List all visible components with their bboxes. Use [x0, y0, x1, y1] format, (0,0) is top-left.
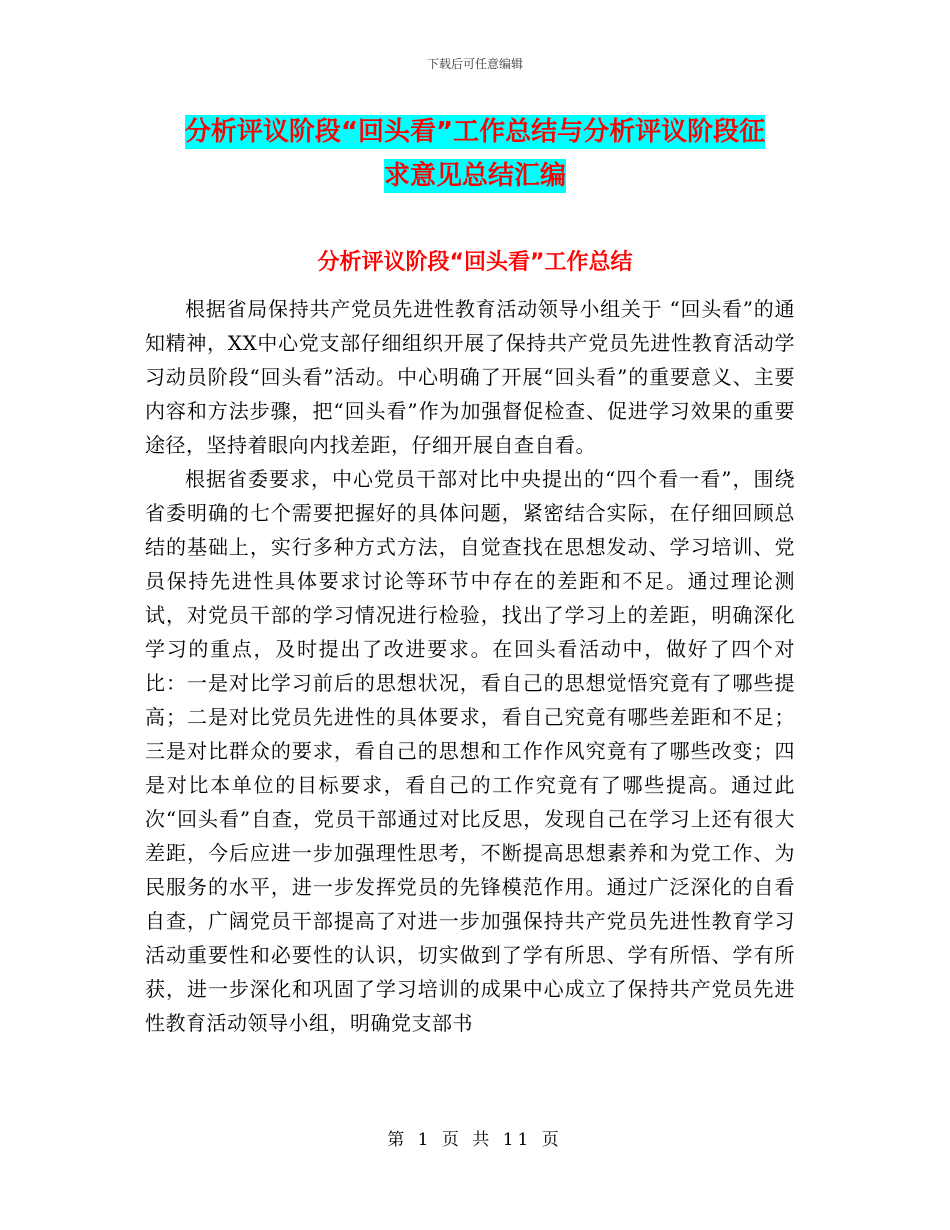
- document-title-line2: 求意见总结汇编: [383, 161, 566, 191]
- document-body: [145, 292, 795, 1040]
- body-paragraph-2: 根据省委要求，中心党员干部对比中央提出的“四个看一看”，围绕省委明确的七个需要把握好的具体问题，紧密结合实际，在仔细回顾总结的基础上，实行多种方式方法，自觉查找在思想发动、学习培训、党员保持先进性具体要求讨论等环节中存在的差距和不足。通过理论测试，对党员干部的学习情况进行检验，找出了学习上的差距，明确深化学习的重点，及时提出了改进要求。在回头看活动中，做好了四个对比：一是对比学习前后的思想状况，看自己的思想觉悟究竟有了哪些提高；二是对比党员先进性的具体要求，看自己究竟有哪些差距和不足；三是对比群众的要求，看自己的思想和工作作风究竟有了哪些改变；四是对比本单位的目标要求，看自己的工作究竟有了哪些提高。通过此次“回头看”自查，党员干部通过对比反思，发现自己在学习上还有很大差距，今后应进一步加强理性思考，不断提高思想素养和为党工作、为民服务的水平，进一步发挥党员的先锋模范作用。通过广泛深化的自看自查，广阔党员干部提高了对进一步加强保持共产党员先进性教育学习活动重要性和必要性的认识，切实做到了学有所思、学有所悟、学有所获，进一步深化和巩固了学习培训的成果中心成立了保持共产党员先进性教育活动领导小组，明确党支部书: [145, 467, 795, 1035]
- document-title-line1: 分析评议阶段“回头看”工作总结与分析评议阶段征: [184, 117, 766, 147]
- page-number-footer: 第 1 页 共 11 页: [387, 1130, 563, 1150]
- section-title: 分析评议阶段“回头看”工作总结: [317, 250, 633, 275]
- body-paragraph-1: 根据省局保持共产党员先进性教育活动领导小组关于 “回头看”的通知精神，XX中心党支部仔细组织开展了保持共产党员先进性教育活动学习动员阶段“回头看”活动。中心明确了开展“回头看”的重要意义、主要内容和方法步骤，把“回头看”作为加强督促检查、促进学习效果的重要途径，坚持着眼向内找差距，仔细开展自查自看。: [145, 297, 795, 457]
- page-header-note: 下载后可任意编辑: [426, 57, 523, 71]
- document-title: [140, 110, 810, 198]
